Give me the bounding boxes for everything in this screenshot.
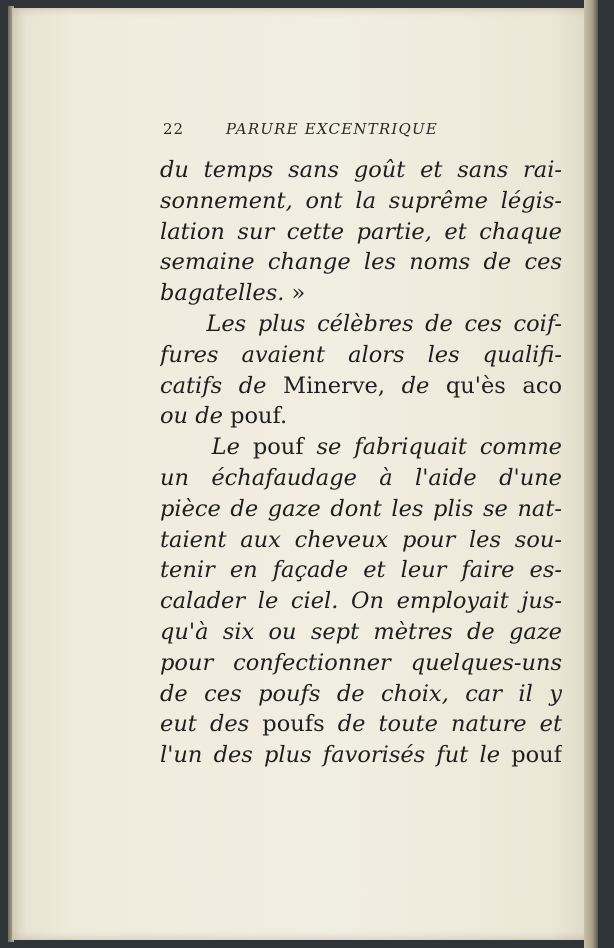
text-segment: taient aux cheveux pour les sou-	[160, 526, 562, 553]
text-segment: semaine change les noms de ces	[160, 249, 562, 276]
text-segment: »	[284, 280, 306, 307]
page-edge-shadow	[584, 0, 598, 948]
text-segment: poufs	[262, 711, 338, 738]
text-segment: fures avaient alors les qualifi-	[160, 341, 562, 368]
text-line	[160, 432, 562, 463]
page-number: 22	[163, 120, 185, 138]
text-line	[160, 648, 562, 679]
text-segment: de	[401, 372, 446, 399]
text-line	[160, 309, 562, 340]
text-segment: se fabriquait comme	[316, 434, 562, 461]
text-segment: qu'à six ou sept mètres de gaze	[160, 618, 562, 645]
text-line	[160, 155, 562, 186]
text-segment: pour confectionner quelques-uns	[160, 649, 562, 676]
text-segment: bagatelles.	[160, 280, 285, 307]
text-line	[160, 679, 562, 710]
text-segment: l'un des plus favorisés fut le	[160, 742, 512, 769]
running-header	[163, 120, 438, 138]
text-line	[160, 740, 562, 771]
text-line	[160, 371, 562, 402]
body-text	[160, 155, 562, 771]
text-line	[160, 555, 562, 586]
text-line	[160, 186, 562, 217]
text-line	[160, 617, 562, 648]
text-segment: Le	[160, 434, 253, 461]
text-line	[160, 586, 562, 617]
text-segment: lation sur cette partie, et chaque	[160, 218, 562, 245]
text-line	[160, 525, 562, 556]
text-segment: un échafaudage à l'aide d'une	[160, 464, 562, 491]
text-segment: eut des	[160, 711, 263, 738]
text-segment: calader le ciel. On employait jus-	[160, 588, 562, 615]
text-segment: catifs de	[160, 372, 284, 399]
text-segment: de ces poufs de choix, car il y	[160, 680, 562, 707]
text-segment: ou de	[160, 403, 231, 430]
text-line	[160, 494, 562, 525]
text-segment: de toute nature et	[337, 711, 562, 738]
text-segment: qu'ès aco	[445, 372, 562, 399]
text-line	[160, 709, 562, 740]
text-segment: tenir en façade et leur faire es-	[160, 557, 562, 584]
text-line	[160, 340, 562, 371]
text-segment: pouf	[511, 742, 562, 769]
text-segment: sonnement, ont la suprême légis-	[160, 187, 562, 214]
text-line	[160, 278, 562, 309]
text-line	[160, 463, 562, 494]
text-segment: du temps sans goût et sans rai-	[160, 157, 562, 183]
text-segment: Minerve,	[283, 372, 402, 399]
text-segment: pouf	[252, 434, 317, 461]
text-line	[160, 247, 562, 278]
text-line	[160, 401, 562, 432]
text-segment: pouf.	[230, 403, 288, 430]
text-line	[160, 217, 562, 248]
running-title: PARURE EXCENTRIQUE	[225, 120, 438, 138]
text-segment: Les plus célèbres de ces coif-	[160, 310, 562, 337]
text-segment: pièce de gaze dont les plis se nat-	[160, 495, 562, 522]
